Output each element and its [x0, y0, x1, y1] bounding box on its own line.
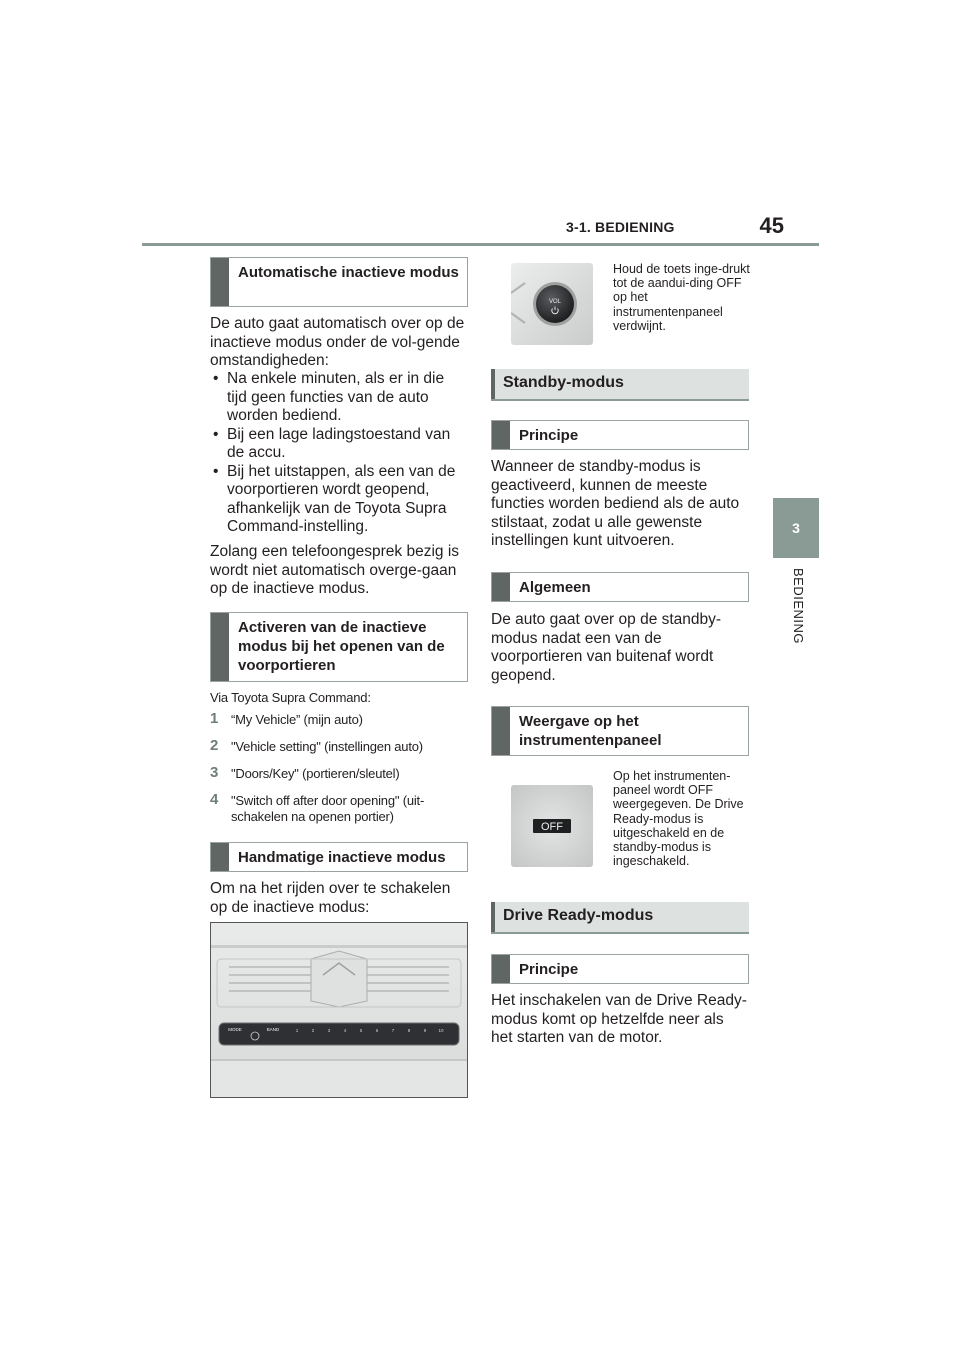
- paragraph-general: De auto gaat over op de standby-modus nadat een van de voorportieren van buitenaf wordt geopend.: [491, 611, 722, 684]
- paragraph-auto-intro: De auto gaat automatisch over op de inactieve modus onder de vol-gende omstandigheden:: [210, 315, 465, 369]
- heading-text: Handmatige inactieve modus: [238, 849, 446, 866]
- page-number: 45: [759, 213, 784, 238]
- heading-text: Principe: [519, 427, 579, 444]
- off-label: OFF: [541, 821, 563, 833]
- heading-principle-drive: [491, 954, 749, 984]
- chapter-tab: [773, 498, 819, 558]
- bullet-list: [210, 370, 468, 537]
- chapter-number: 3: [792, 520, 800, 536]
- heading-principle-standby: [491, 420, 749, 450]
- caption-off: Op het instrumenten-paneel wordt OFF weergegeven. De Drive Ready-modus is uitgeschakeld en de standby-modus is ingeschakeld.: [613, 769, 744, 869]
- via-label: Via Toyota Supra Command:: [210, 690, 371, 705]
- preset-6-label: 6: [375, 1028, 379, 1033]
- heading-automatic-inactive: [210, 257, 468, 307]
- mode-label: MODE: [228, 1027, 242, 1032]
- heading-text: Principe: [519, 961, 579, 978]
- list-item: • Bij het uitstappen, als een van de voorportieren wordt geopend, afhankelijk van de Toyota Supra Command-instelling.: [210, 463, 468, 537]
- section-title: 3-1. BEDIENING: [566, 219, 675, 235]
- step-item: 4 "Switch off after door opening" (uit-schakelen na openen portier): [210, 791, 425, 824]
- preset-3-label: 3: [327, 1028, 331, 1033]
- preset-1-label: 1: [295, 1028, 299, 1033]
- preset-10-label: 10: [438, 1028, 444, 1033]
- heading-text: Activeren van de inactieve modus bij het openen van de voorportieren: [238, 619, 445, 674]
- chapter-label: BEDIENING: [791, 568, 806, 645]
- steps-list: [210, 712, 468, 836]
- preset-8-label: 8: [407, 1028, 411, 1033]
- paragraph-standby: Wanneer de standby-modus is geactiveerd, kunnen de meeste functies worden bediend als de auto stilstaat, zodat u alle gewenste instellingen kunt uitvoeren.: [491, 458, 740, 549]
- preset-9-label: 9: [423, 1028, 427, 1033]
- paragraph-drive-ready: Het inschakelen van de Drive Ready-modus komt op hetzelfde neer als het starten van de motor.: [491, 992, 747, 1046]
- preset-2-label: 2: [311, 1028, 315, 1033]
- heading-standby-mode: [491, 369, 749, 401]
- off-display-illustration: [511, 785, 593, 867]
- heading-text: Drive Ready-modus: [503, 907, 654, 924]
- list-item: • Bij een lage ladingstoestand van de accu.: [210, 426, 468, 463]
- preset-5-label: 5: [359, 1028, 363, 1033]
- off-display-photo: [511, 785, 593, 867]
- list-item: • Na enkele minuten, als er in die tijd geen functies van de auto worden bediend.: [210, 370, 468, 426]
- step-item: 3 "Doors/Key" (portieren/sleutel): [210, 764, 400, 781]
- dashboard-panel-illustration: [211, 923, 467, 1097]
- volume-knob-illustration: [511, 263, 593, 345]
- dashboard-panel-figure: [210, 922, 468, 1098]
- paragraph-phone-call: Zolang een telefoongesprek bezig is wordt niet automatisch overge-gaan op de inactieve modus.: [210, 543, 460, 597]
- vol-label: VOL: [548, 299, 562, 305]
- step-item: 2 "Vehicle setting" (instellingen auto): [210, 737, 423, 754]
- heading-text: Weergave op het instrumentenpaneel: [519, 713, 662, 749]
- heading-manual-inactive: [210, 842, 468, 872]
- caption-knob: Houd de toets inge-drukt tot de aandui-ding OFF op het instrumentenpaneel verdwijnt.: [613, 262, 750, 333]
- step-item: 1 “My Vehicle” (mijn auto): [210, 710, 363, 727]
- paragraph-manual: Om na het rijden over te schakelen op de inactieve modus:: [210, 880, 451, 916]
- preset-7-label: 7: [391, 1028, 395, 1033]
- heading-drive-ready-mode: [491, 902, 749, 934]
- heading-general: [491, 572, 749, 602]
- volume-knob-photo: [511, 263, 593, 345]
- header-rule: [142, 243, 819, 246]
- preset-4-label: 4: [343, 1028, 347, 1033]
- heading-text: Automatische inactieve modus: [238, 264, 459, 281]
- heading-text: Standby-modus: [503, 374, 624, 391]
- heading-instrument-display: [491, 706, 749, 756]
- band-label: BAND: [266, 1027, 280, 1032]
- heading-text: Algemeen: [519, 579, 591, 596]
- heading-activate-on-door: [210, 612, 468, 682]
